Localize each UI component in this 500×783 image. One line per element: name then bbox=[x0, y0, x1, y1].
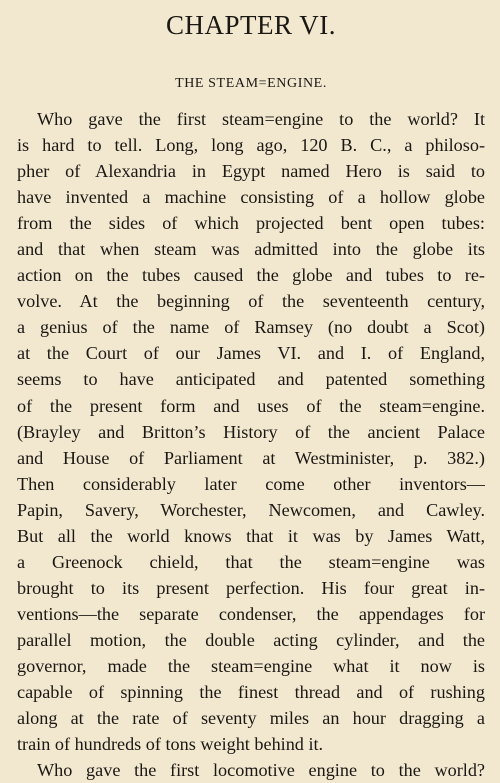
text-line: Who gave the first locomotive engine to the world? bbox=[37, 760, 485, 781]
text-line: Papin, Savery, Worchester, Newcomen, and Cawley. bbox=[17, 499, 485, 520]
text-line: action on the tubes caused the globe and tubes to re- bbox=[17, 265, 485, 286]
text-line: (Brayley and Britton’s History of the ancient Palace bbox=[17, 421, 485, 442]
text-line: along at the rate of seventy miles an hour dragging a bbox=[17, 708, 485, 729]
text-line: Who gave the first steam=engine to the world? It bbox=[37, 109, 485, 129]
text-line: have invented a machine consisting of a hollow globe bbox=[17, 187, 485, 208]
text-line: governor, made the steam=engine what it now is bbox=[17, 655, 485, 676]
text-line: a Greenock chield, that the steam=engine was bbox=[17, 551, 485, 572]
text-line: capable of spinning the finest thread and of rushing bbox=[17, 682, 485, 703]
text-line: of the present form and uses of the steam=engine. bbox=[17, 395, 485, 416]
text-line: train of hundreds of tons weight behind it. bbox=[17, 734, 324, 755]
text-line: seems to have anticipated and patented something bbox=[17, 369, 485, 390]
text-line: parallel motion, the double acting cylinder, and the bbox=[17, 629, 485, 650]
chapter-title: CHAPTER VI. bbox=[165, 10, 337, 40]
text-line: ventions—the separate condenser, the appendages for bbox=[17, 603, 485, 624]
text-line: and that when steam was admitted into the globe its bbox=[17, 239, 485, 260]
text-line: at the Court of our James VI. and I. of England, bbox=[17, 343, 485, 364]
body-text bbox=[17, 106, 485, 783]
text-line: pher of Alexandria in Egypt named Hero is said to bbox=[17, 161, 485, 182]
text-line: is hard to tell. Long, long ago, 120 B. C., a philoso- bbox=[17, 135, 485, 156]
text-line: a genius of the name of Ramsey (no doubt a Scot) bbox=[17, 317, 485, 338]
text-line: But all the world knows that it was by James Watt, bbox=[17, 525, 485, 546]
text-line: volve. At the beginning of the seventeenth century, bbox=[17, 291, 485, 312]
text-line: brought to its present perfection. His four great in- bbox=[17, 577, 485, 598]
text-line: from the sides of which projected bent open tubes: bbox=[17, 213, 485, 234]
text-line: Then considerably later come other inventors— bbox=[17, 473, 485, 494]
section-title: THE STEAM=ENGINE. bbox=[175, 76, 327, 91]
text-line: and House of Parliament at Westminister, p. 382.) bbox=[17, 447, 485, 468]
